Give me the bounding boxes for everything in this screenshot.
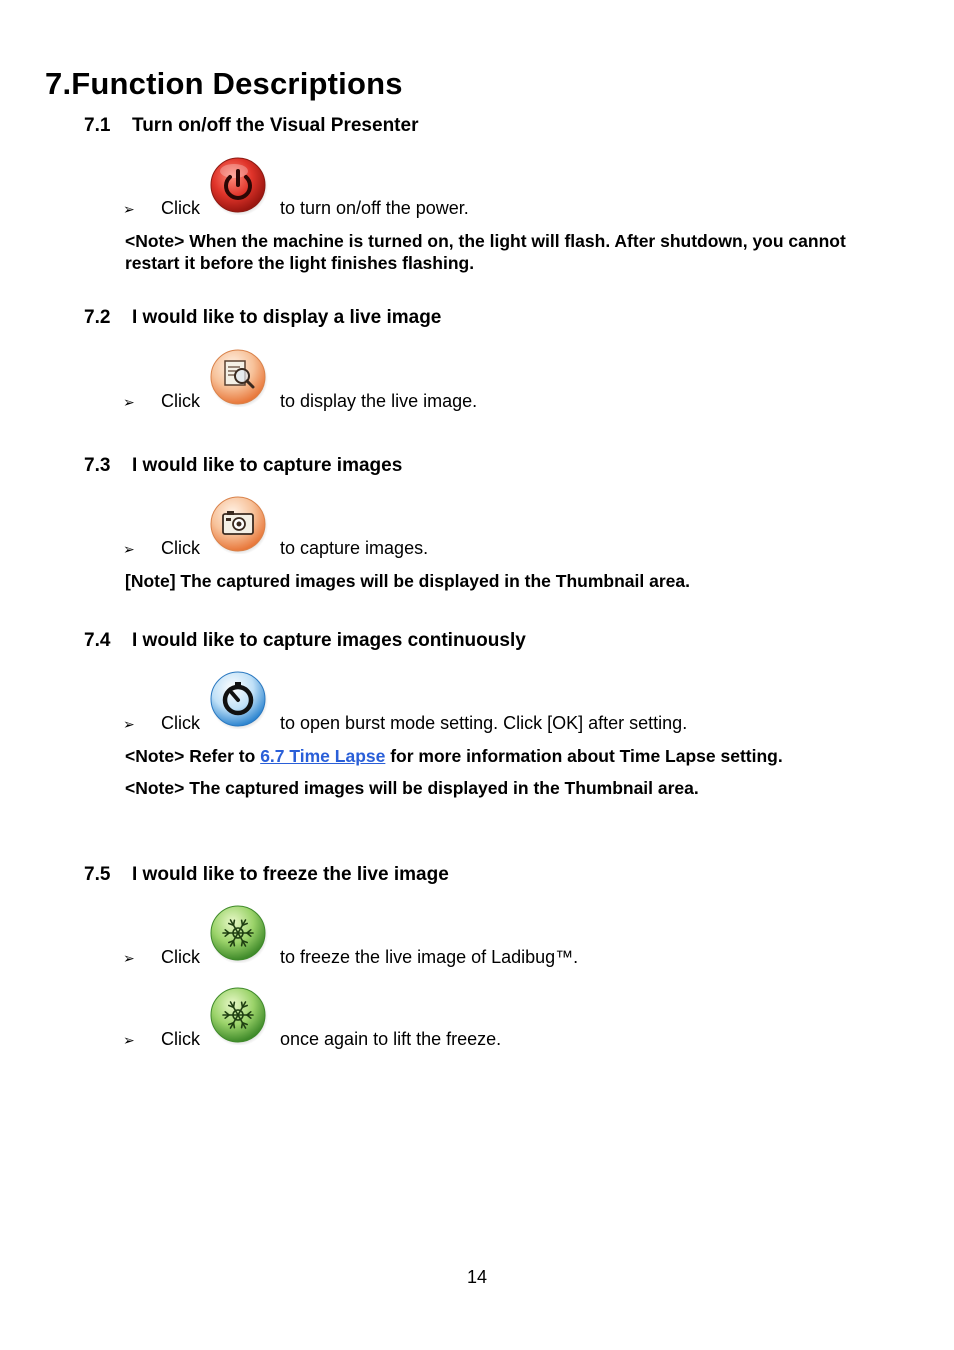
note-text: <Note> When the machine is turned on, the light will flash. After shutdown, you cannot restart it before the light finishes flashing. (125, 231, 846, 273)
click-label: Click (161, 198, 200, 218)
freeze-icon[interactable] (208, 985, 268, 1045)
bullet-arrow: ➢ (123, 1032, 135, 1048)
description-text: to open burst mode setting. Click [OK] after setting. (280, 713, 688, 733)
description-text: once again to lift the freeze. (280, 1029, 502, 1049)
click-label: Click (161, 538, 200, 558)
click-label: Click (161, 1029, 200, 1049)
note-refer (125, 745, 865, 767)
bullet-arrow: ➢ (123, 201, 135, 217)
section-title: Turn on/off the Visual Presenter (132, 115, 419, 136)
section-number: 7.2 (84, 307, 111, 328)
power-icon[interactable] (208, 155, 268, 215)
note-text: [Note] The captured images will be displayed in the Thumbnail area. (125, 571, 690, 591)
bullet-arrow: ➢ (123, 541, 135, 557)
section-number: 7.4 (84, 630, 111, 651)
description-text: to turn on/off the power. (280, 198, 469, 218)
camera-icon[interactable] (208, 494, 268, 554)
description-text: to display the live image. (280, 391, 478, 411)
live-image-icon[interactable] (208, 347, 268, 407)
section-title: I would like to capture images continuously (132, 630, 526, 651)
description-text: to capture images. (280, 538, 429, 558)
page-number: 14 (466, 1267, 488, 1287)
section-number: 7.1 (84, 115, 111, 136)
section-title: I would like to capture images (132, 455, 403, 476)
description-text: to freeze the live image of Ladibug™. (280, 947, 579, 967)
time-lapse-link[interactable]: 6.7 Time Lapse (260, 746, 386, 766)
bullet-arrow: ➢ (123, 950, 135, 966)
chapter-title: 7.Function Descriptions (45, 66, 403, 101)
bullet-arrow: ➢ (123, 394, 135, 410)
timer-icon[interactable] (208, 669, 268, 729)
click-label: Click (161, 391, 200, 411)
section-number: 7.5 (84, 864, 111, 885)
section-title: I would like to freeze the live image (132, 864, 449, 885)
note-suffix: for more information about Time Lapse setting. (385, 746, 783, 766)
note-prefix: <Note> Refer to (125, 746, 261, 766)
note-text: <Note> The captured images will be displayed in the Thumbnail area. (125, 778, 699, 798)
bullet-arrow: ➢ (123, 716, 135, 732)
section-title: I would like to display a live image (132, 307, 442, 328)
section-number: 7.3 (84, 455, 111, 476)
freeze-icon[interactable] (208, 903, 268, 963)
click-label: Click (161, 947, 200, 967)
click-label: Click (161, 713, 200, 733)
